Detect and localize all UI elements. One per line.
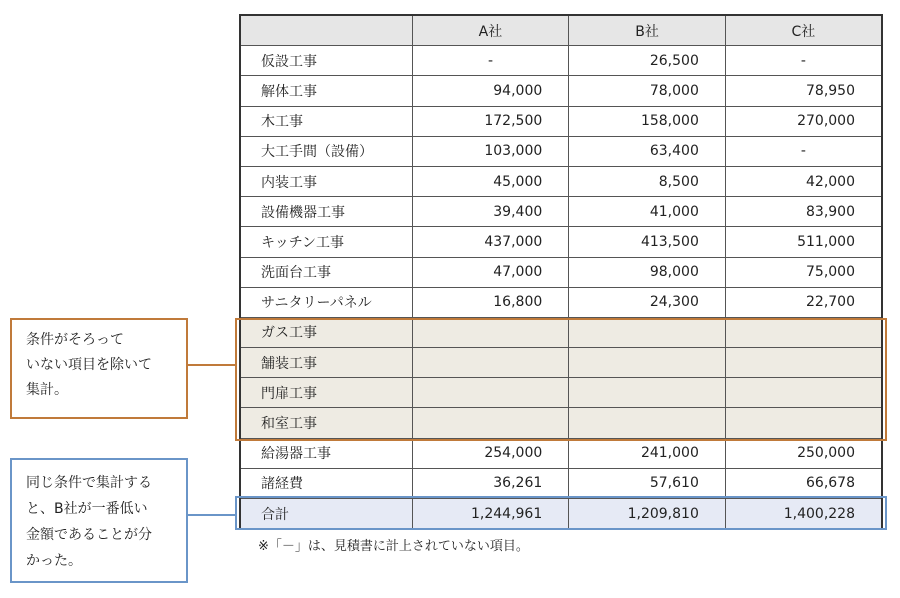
cell-company-b: 8,500 <box>569 166 726 196</box>
cell-company-c <box>725 408 882 438</box>
table-row <box>240 136 882 166</box>
cell-company-b: 241,000 <box>569 438 726 468</box>
table-row <box>240 287 882 317</box>
row-label: 諸経費 <box>240 468 412 498</box>
result-callout-connector <box>188 514 235 516</box>
header-label <box>240 15 412 46</box>
cell-company-c: 78,950 <box>725 76 882 106</box>
table-row <box>240 257 882 287</box>
row-label: キッチン工事 <box>240 227 412 257</box>
cell-company-c <box>725 317 882 347</box>
cell-company-a: 16,800 <box>412 287 569 317</box>
cell-company-c: - <box>725 136 882 166</box>
cell-company-a <box>412 348 569 378</box>
cell-company-b: 26,500 <box>569 46 726 76</box>
table-row <box>240 166 882 196</box>
header-company-c: C社 <box>725 15 882 46</box>
callout-line: いない項目を除いて <box>26 357 152 373</box>
cell-company-a: 437,000 <box>412 227 569 257</box>
cell-company-b: 158,000 <box>569 106 726 136</box>
callout-line: と、B社が一番低い <box>26 501 148 517</box>
row-label: 設備機器工事 <box>240 197 412 227</box>
table-row <box>240 378 882 408</box>
row-label: 洗面台工事 <box>240 257 412 287</box>
cell-company-c: 22,700 <box>725 287 882 317</box>
cell-company-a: 172,500 <box>412 106 569 136</box>
callout-line: 金額であることが分 <box>26 527 152 543</box>
row-label: 解体工事 <box>240 76 412 106</box>
total-company-c: 1,400,228 <box>725 499 882 530</box>
header-company-b: B社 <box>569 15 726 46</box>
row-label: 門扉工事 <box>240 378 412 408</box>
cell-company-b: 24,300 <box>569 287 726 317</box>
cell-company-a: 254,000 <box>412 438 569 468</box>
table-row <box>240 227 882 257</box>
row-label: 和室工事 <box>240 408 412 438</box>
cell-company-a: 94,000 <box>412 76 569 106</box>
cell-company-c: - <box>725 46 882 76</box>
cell-company-a: 45,000 <box>412 166 569 196</box>
cell-company-a <box>412 317 569 347</box>
cell-company-c: 511,000 <box>725 227 882 257</box>
excluded-callout-connector <box>188 364 235 366</box>
cell-company-a <box>412 378 569 408</box>
callout-line: 条件がそろって <box>26 332 124 348</box>
footnote: ※「－」は、見積書に計上されていない項目。 <box>258 539 529 554</box>
total-row <box>240 499 882 530</box>
cell-company-b: 57,610 <box>569 468 726 498</box>
result-callout <box>10 458 188 583</box>
table-row <box>240 408 882 438</box>
cell-company-c <box>725 378 882 408</box>
header-company-a: A社 <box>412 15 569 46</box>
cell-company-c: 42,000 <box>725 166 882 196</box>
header-row <box>240 15 882 46</box>
table-row <box>240 197 882 227</box>
row-label: 内装工事 <box>240 166 412 196</box>
cell-company-a: 39,400 <box>412 197 569 227</box>
cell-company-a: 103,000 <box>412 136 569 166</box>
cell-company-a: 47,000 <box>412 257 569 287</box>
table-row <box>240 468 882 498</box>
row-label: 仮設工事 <box>240 46 412 76</box>
cell-company-b <box>569 317 726 347</box>
cell-company-a: 36,261 <box>412 468 569 498</box>
row-label: ガス工事 <box>240 317 412 347</box>
cell-company-c: 83,900 <box>725 197 882 227</box>
row-label: 給湯器工事 <box>240 438 412 468</box>
table-row <box>240 317 882 347</box>
cell-company-c: 75,000 <box>725 257 882 287</box>
cell-company-b: 63,400 <box>569 136 726 166</box>
cell-company-b: 413,500 <box>569 227 726 257</box>
cell-company-b: 41,000 <box>569 197 726 227</box>
estimate-comparison-table <box>239 14 883 530</box>
excluded-callout <box>10 318 188 419</box>
total-company-b: 1,209,810 <box>569 499 726 530</box>
cell-company-b: 98,000 <box>569 257 726 287</box>
cell-company-b: 78,000 <box>569 76 726 106</box>
row-label: 大工手間（設備） <box>240 136 412 166</box>
cell-company-c: 270,000 <box>725 106 882 136</box>
cell-company-a: - <box>412 46 569 76</box>
cell-company-b <box>569 378 726 408</box>
cell-company-b <box>569 408 726 438</box>
table-row <box>240 348 882 378</box>
total-company-a: 1,244,961 <box>412 499 569 530</box>
row-label: 木工事 <box>240 106 412 136</box>
row-label: 舗装工事 <box>240 348 412 378</box>
callout-line: かった。 <box>26 553 82 569</box>
cell-company-c <box>725 348 882 378</box>
cell-company-a <box>412 408 569 438</box>
cell-company-b <box>569 348 726 378</box>
cell-company-c: 66,678 <box>725 468 882 498</box>
total-label: 合計 <box>240 499 412 530</box>
table-row <box>240 106 882 136</box>
callout-line: 同じ条件で集計する <box>26 475 152 491</box>
row-label: サニタリーパネル <box>240 287 412 317</box>
table-row <box>240 46 882 76</box>
cell-company-c: 250,000 <box>725 438 882 468</box>
table-row <box>240 438 882 468</box>
callout-line: 集計。 <box>26 382 68 398</box>
table-row <box>240 76 882 106</box>
